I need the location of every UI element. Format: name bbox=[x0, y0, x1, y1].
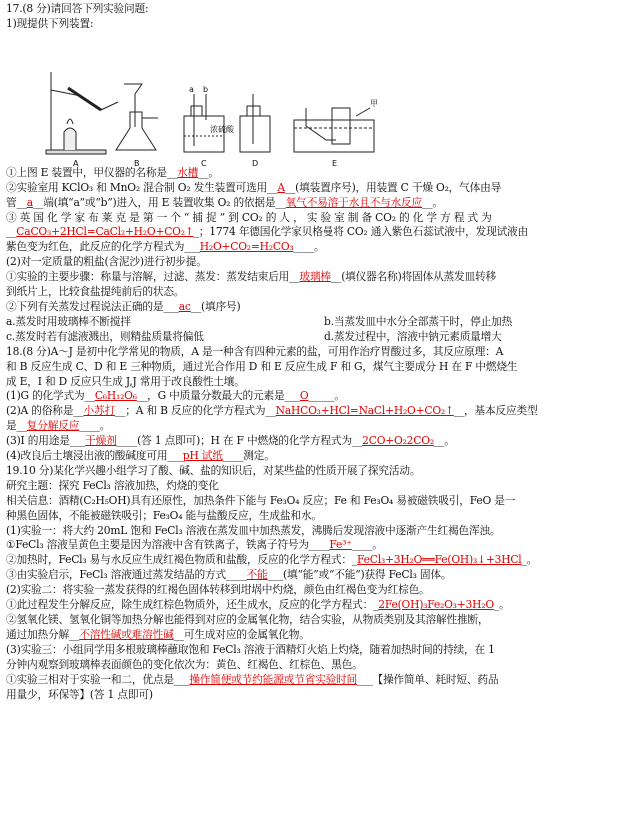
question-text: __(填序号) bbox=[190, 299, 241, 313]
question-text: _；1774 年德国化学家贝格曼将 CO₂ 通入紫色石蕊试液中，发现试液由 bbox=[193, 225, 529, 239]
options-row-cd bbox=[6, 330, 628, 345]
lines_q18-line bbox=[6, 509, 628, 524]
question-text: __，G 中质量分数最大的元素是___ bbox=[136, 389, 300, 403]
answer-text: 干燥剂 bbox=[85, 434, 117, 448]
answer-text: CaCO₃+2HCl=CaCl₂+H₂O+CO₂↑ bbox=[16, 225, 194, 239]
question-text: 19.10 分)某化学兴趣小组学习了酸、碱、盐的知识后，对某些盐的性质开展了探究活动。 bbox=[6, 463, 421, 477]
answer-text: 不能 bbox=[246, 568, 268, 582]
inverted-bottle bbox=[332, 108, 350, 144]
lines_q18-line bbox=[6, 628, 628, 643]
question-text: 种黑色固体，不能被磁铁吸引；Fe₃O₄ 能与盐酸反应，生成盐和水。 bbox=[6, 508, 322, 522]
apparatus-diagram bbox=[6, 32, 628, 166]
lines_q18-line bbox=[6, 479, 628, 494]
lines-line bbox=[6, 285, 628, 300]
question-text: (2)对一定质量的粗盐(含泥沙)进行初步提。 bbox=[6, 255, 207, 269]
lines_q18-line bbox=[6, 658, 628, 673]
answer-text: Fe³⁺ bbox=[329, 538, 352, 552]
answer-text: C₆H₁₂O₆ bbox=[94, 389, 137, 403]
question-text: ②实验室用 KClO₃ 和 MnO₂ 混合制 O₂ 发生装置可选用__ bbox=[6, 180, 278, 194]
lines_q18-line bbox=[6, 389, 628, 404]
question-text: __。 bbox=[198, 165, 219, 179]
options_row2-line bbox=[6, 330, 324, 345]
answer-text: 氧气不易溶于水且不与水反应 bbox=[285, 195, 423, 209]
lines_top-line bbox=[6, 17, 628, 32]
question-text: ①上图 E 装置中，甲仪器的名称是__ bbox=[6, 165, 178, 179]
answer-text: pH 试纸 bbox=[182, 449, 223, 463]
lines_q18-line bbox=[6, 524, 628, 539]
answer-text: FeCl₃+3H₂O══Fe(OH)₃↓+3HCl bbox=[357, 553, 522, 567]
document-page bbox=[6, 2, 628, 702]
question-text: ____。 bbox=[79, 419, 111, 433]
lines-line bbox=[6, 196, 628, 211]
question-text: _。 bbox=[493, 598, 510, 612]
lines-line bbox=[6, 166, 628, 181]
wash-bottle bbox=[184, 116, 224, 152]
question-text: 是__ bbox=[6, 419, 27, 433]
alcohol-lamp bbox=[64, 128, 76, 150]
flame bbox=[67, 119, 73, 124]
question-text: 通过加热分解__ bbox=[6, 627, 80, 641]
question-text: (1)G 的化学式为__ bbox=[6, 389, 95, 403]
question-17-header bbox=[6, 2, 628, 32]
question-text: (2)实验二：将实验一蒸发获得的红褐色固体转移到坩埚中灼烧，颜色由红褐色变为红棕色。 bbox=[6, 583, 430, 597]
question-text: ____。 bbox=[293, 240, 325, 254]
lines-line bbox=[6, 211, 628, 226]
label-B: B bbox=[134, 158, 140, 166]
question-text: ____测定。 bbox=[222, 449, 275, 463]
question-text: b.当蒸发皿中水分全部蒸干时，停止加热 bbox=[324, 314, 513, 328]
lines-line bbox=[6, 240, 628, 255]
question-text: 管__ bbox=[6, 195, 27, 209]
question-text: 1)现提供下列装置: bbox=[6, 16, 94, 30]
question-text: 17.(8 分)请回答下列实验问题: bbox=[6, 2, 149, 15]
question-text: 到纸片上，比较食盐提纯前后的状态。 bbox=[6, 285, 185, 299]
question-text: (3)实验三：小组同学用多根玻璃棒蘸取饱和 FeCl₃ 溶液于酒精灯火焰上灼烧，随着加热时间的持续，在 1 bbox=[6, 642, 495, 656]
lines_q18-line bbox=[6, 673, 628, 688]
question-text: (3)I 的用途是___ bbox=[6, 434, 86, 448]
long-neck-funnel bbox=[124, 84, 142, 127]
question-text: __可生成对应的金属氧化物。 bbox=[173, 627, 310, 641]
stand-base bbox=[46, 150, 106, 154]
delivery-tube bbox=[101, 102, 118, 110]
question-text: ②下列有关蒸发过程说法正确的是___ bbox=[6, 299, 179, 313]
lines_q18-line bbox=[6, 598, 628, 613]
lines_top-line bbox=[6, 2, 628, 17]
lines_q18-line bbox=[6, 494, 628, 509]
jia-pointer bbox=[356, 108, 370, 116]
gas-collecting-bottle bbox=[240, 116, 270, 152]
question-text: __端(填“a”或“b”)进入，用 E 装置收集 O₂ 的依据是__ bbox=[32, 195, 286, 209]
lines_q18-line bbox=[6, 643, 628, 658]
bottle-label: 浓硫酸 bbox=[210, 124, 234, 134]
lines_q18-line bbox=[6, 345, 628, 360]
answer-text: 2Fe(OH)₃Fe₂O₃+3H₂O bbox=[378, 598, 494, 612]
lines_q18-line bbox=[6, 583, 628, 598]
lines_q18-line bbox=[6, 538, 628, 553]
question-text: (4)改良后土壤浸出液的酸碱度可用___ bbox=[6, 449, 183, 463]
question-text: __；A 和 B 反应的化学方程式为__ bbox=[114, 404, 276, 418]
question-text: ②加热时，FeCl₃ 易与水反应生成红褐色物质和盐酸，反应的化学方程式：_ bbox=[6, 553, 358, 567]
lines_q18-line bbox=[6, 568, 628, 583]
lines_q18-line bbox=[6, 375, 628, 390]
lines_q18-line bbox=[6, 688, 628, 703]
answer-text: H₂O+CO₂=H₂CO₃ bbox=[199, 240, 294, 254]
lines_q18-line bbox=[6, 434, 628, 449]
question-text: c.蒸发时若有滤液溅出，则精盐质量将偏低 bbox=[6, 329, 204, 343]
question-text: 紫色变为红色，此反应的化学方程式为___ bbox=[6, 240, 200, 254]
options-row-ab bbox=[6, 315, 628, 330]
label-D: D bbox=[252, 158, 259, 166]
apparatus-figure bbox=[6, 32, 628, 166]
label-C: C bbox=[201, 158, 207, 166]
answer-text: 玻璃棒 bbox=[299, 270, 331, 284]
question-text: (2)A 的俗称是__ bbox=[6, 404, 84, 418]
answer-text: 水槽 bbox=[177, 165, 199, 179]
question-text: 18.(8 分)A～J 是初中化学常见的物质，A 是一种含有四种元素的盐，可用作治疗胃酸过多，其反应原理：A bbox=[6, 344, 504, 358]
question-text: ②氢氧化镁、氢氧化铜等加热分解也能得到对应的金属氧化物，结合实验，从物质类别及其溶解性推断， bbox=[6, 613, 489, 626]
bottle-neck bbox=[191, 106, 202, 116]
question-text: _____。 bbox=[308, 389, 345, 403]
question-text: __。 bbox=[422, 195, 443, 209]
lines-line bbox=[6, 255, 628, 270]
question-text: ①实验三相对于实验一和二，优点是___ bbox=[6, 672, 190, 686]
port-a-label: a bbox=[189, 84, 194, 94]
lines_q18-line bbox=[6, 449, 628, 464]
question-text: ____。 bbox=[351, 538, 383, 552]
question-text: 分钟内观察到玻璃棒表面颜色的变化依次为：黄色、红褐色、红棕色、黑色。 bbox=[6, 657, 363, 671]
answer-text: NaHCO₃+HCl=NaCl+H₂O+CO₂↑ bbox=[275, 404, 454, 418]
answer-text: O bbox=[299, 389, 309, 403]
lines-line bbox=[6, 225, 628, 240]
lines-line bbox=[6, 181, 628, 196]
answer-text: a bbox=[26, 195, 33, 209]
lines_q18-line bbox=[6, 613, 628, 628]
port-b-label: b bbox=[203, 84, 209, 94]
answer-text: 复分解反应 bbox=[26, 419, 80, 433]
question-text: (1)实验一：将大约 20mL 饱和 FeCl₃ 溶液在蒸发皿中加热蒸发，沸腾后发现溶液中逐渐产生红褐色浑浊。 bbox=[6, 523, 501, 537]
lines-line bbox=[6, 300, 628, 315]
question-text: 成 E，I 和 D 反应只生成 J,J 常用于改良酸性土壤。 bbox=[6, 374, 245, 388]
answer-text: 2CO+O₂2CO₂ bbox=[362, 434, 434, 448]
answer-text: 小苏打 bbox=[83, 404, 115, 418]
answer-text: 操作简便或节约能源或节省实验时间 bbox=[189, 672, 358, 686]
question-text: 相关信息：酒精(C₂H₅OH)具有还原性，加热条件下能与 Fe₃O₄ 反应；Fe 和 Fe₃O₄ 易被磁铁吸引，FeO 是一 bbox=[6, 493, 516, 507]
question-text: ___(填“能”或“不能”)获得 FeCl₃ 固体。 bbox=[267, 568, 452, 582]
options_row1-line bbox=[324, 315, 512, 330]
lines_q18-line bbox=[6, 419, 628, 434]
question-text: __，基本反应类型 bbox=[453, 404, 538, 418]
question-text: __。 bbox=[433, 434, 455, 448]
question-text: ①实验的主要步骤：称量与溶解，过滤、蒸发：蒸发结束后用__ bbox=[6, 270, 300, 284]
question-text: ③ 英 国 化 学 家 布 莱 克 是 第 一 个 “ 捕 捉 ” 到 CO₂ 的 人 ， 实 验 室 制 备 CO₂ 的 化 学 方 程 式 为 bbox=[6, 210, 492, 224]
answer-text: A bbox=[277, 180, 285, 194]
options_row1-line bbox=[6, 315, 324, 330]
label-E: E bbox=[332, 158, 338, 166]
question-text: __ bbox=[6, 225, 17, 239]
question-text: a.蒸发时用玻璃棒不断搅拌 bbox=[6, 314, 131, 328]
question-text: ①此过程发生分解反应，除生成红棕色物质外，还生成水，反应的化学方程式：_ bbox=[6, 598, 379, 612]
question-text: ①FeCl₃ 溶液呈黄色主要是因为溶液中含有铁离子，铁离子符号为____ bbox=[6, 538, 330, 552]
options_row2-line bbox=[324, 330, 502, 345]
question-text: d.蒸发过程中，溶液中钠元素质量增大 bbox=[324, 329, 502, 343]
question-text: ③由实验启示，FeCl₃ 溶液通过蒸发结晶的方式____ bbox=[6, 568, 247, 582]
question-text: ___【操作简单、耗时短、药品 bbox=[357, 672, 499, 686]
question-text: 研究主题：探究 FeCl₃ 溶液加热，灼烧的变化 bbox=[6, 478, 219, 492]
questions-18-19 bbox=[6, 345, 628, 703]
test-tube bbox=[68, 88, 101, 110]
question-text: 和 B 反应生成 C、D 和 E 三种物质，通过光合作用 D 和 E 反应生成 F 和 G，煤气主要成分 H 在 F 中燃烧生 bbox=[6, 359, 518, 373]
lines_q18-line bbox=[6, 464, 628, 479]
question-text: _。 bbox=[521, 553, 538, 567]
answer-text: 不溶性碱或难溶性碱 bbox=[79, 627, 174, 641]
lines_q18-line bbox=[6, 553, 628, 568]
question-text: __(填仪器名称)将固体从蒸发皿转移 bbox=[330, 270, 496, 284]
question-text: 用量少，环保等】(答 1 点即可) bbox=[6, 687, 153, 701]
lines_q18-line bbox=[6, 404, 628, 419]
lines_q18-line bbox=[6, 360, 628, 375]
label-jia: 甲 bbox=[370, 98, 378, 108]
question-17-body bbox=[6, 166, 628, 315]
answer-text: ac bbox=[178, 299, 191, 313]
label-A: A bbox=[73, 158, 79, 166]
question-text: __(填装置序号)，用装置 C 干燥 O₂，气体由导 bbox=[284, 180, 502, 194]
lines-line bbox=[6, 270, 628, 285]
question-text: ____(答 1 点即可)；H 在 F 中燃烧的化学方程式为__ bbox=[116, 434, 363, 448]
